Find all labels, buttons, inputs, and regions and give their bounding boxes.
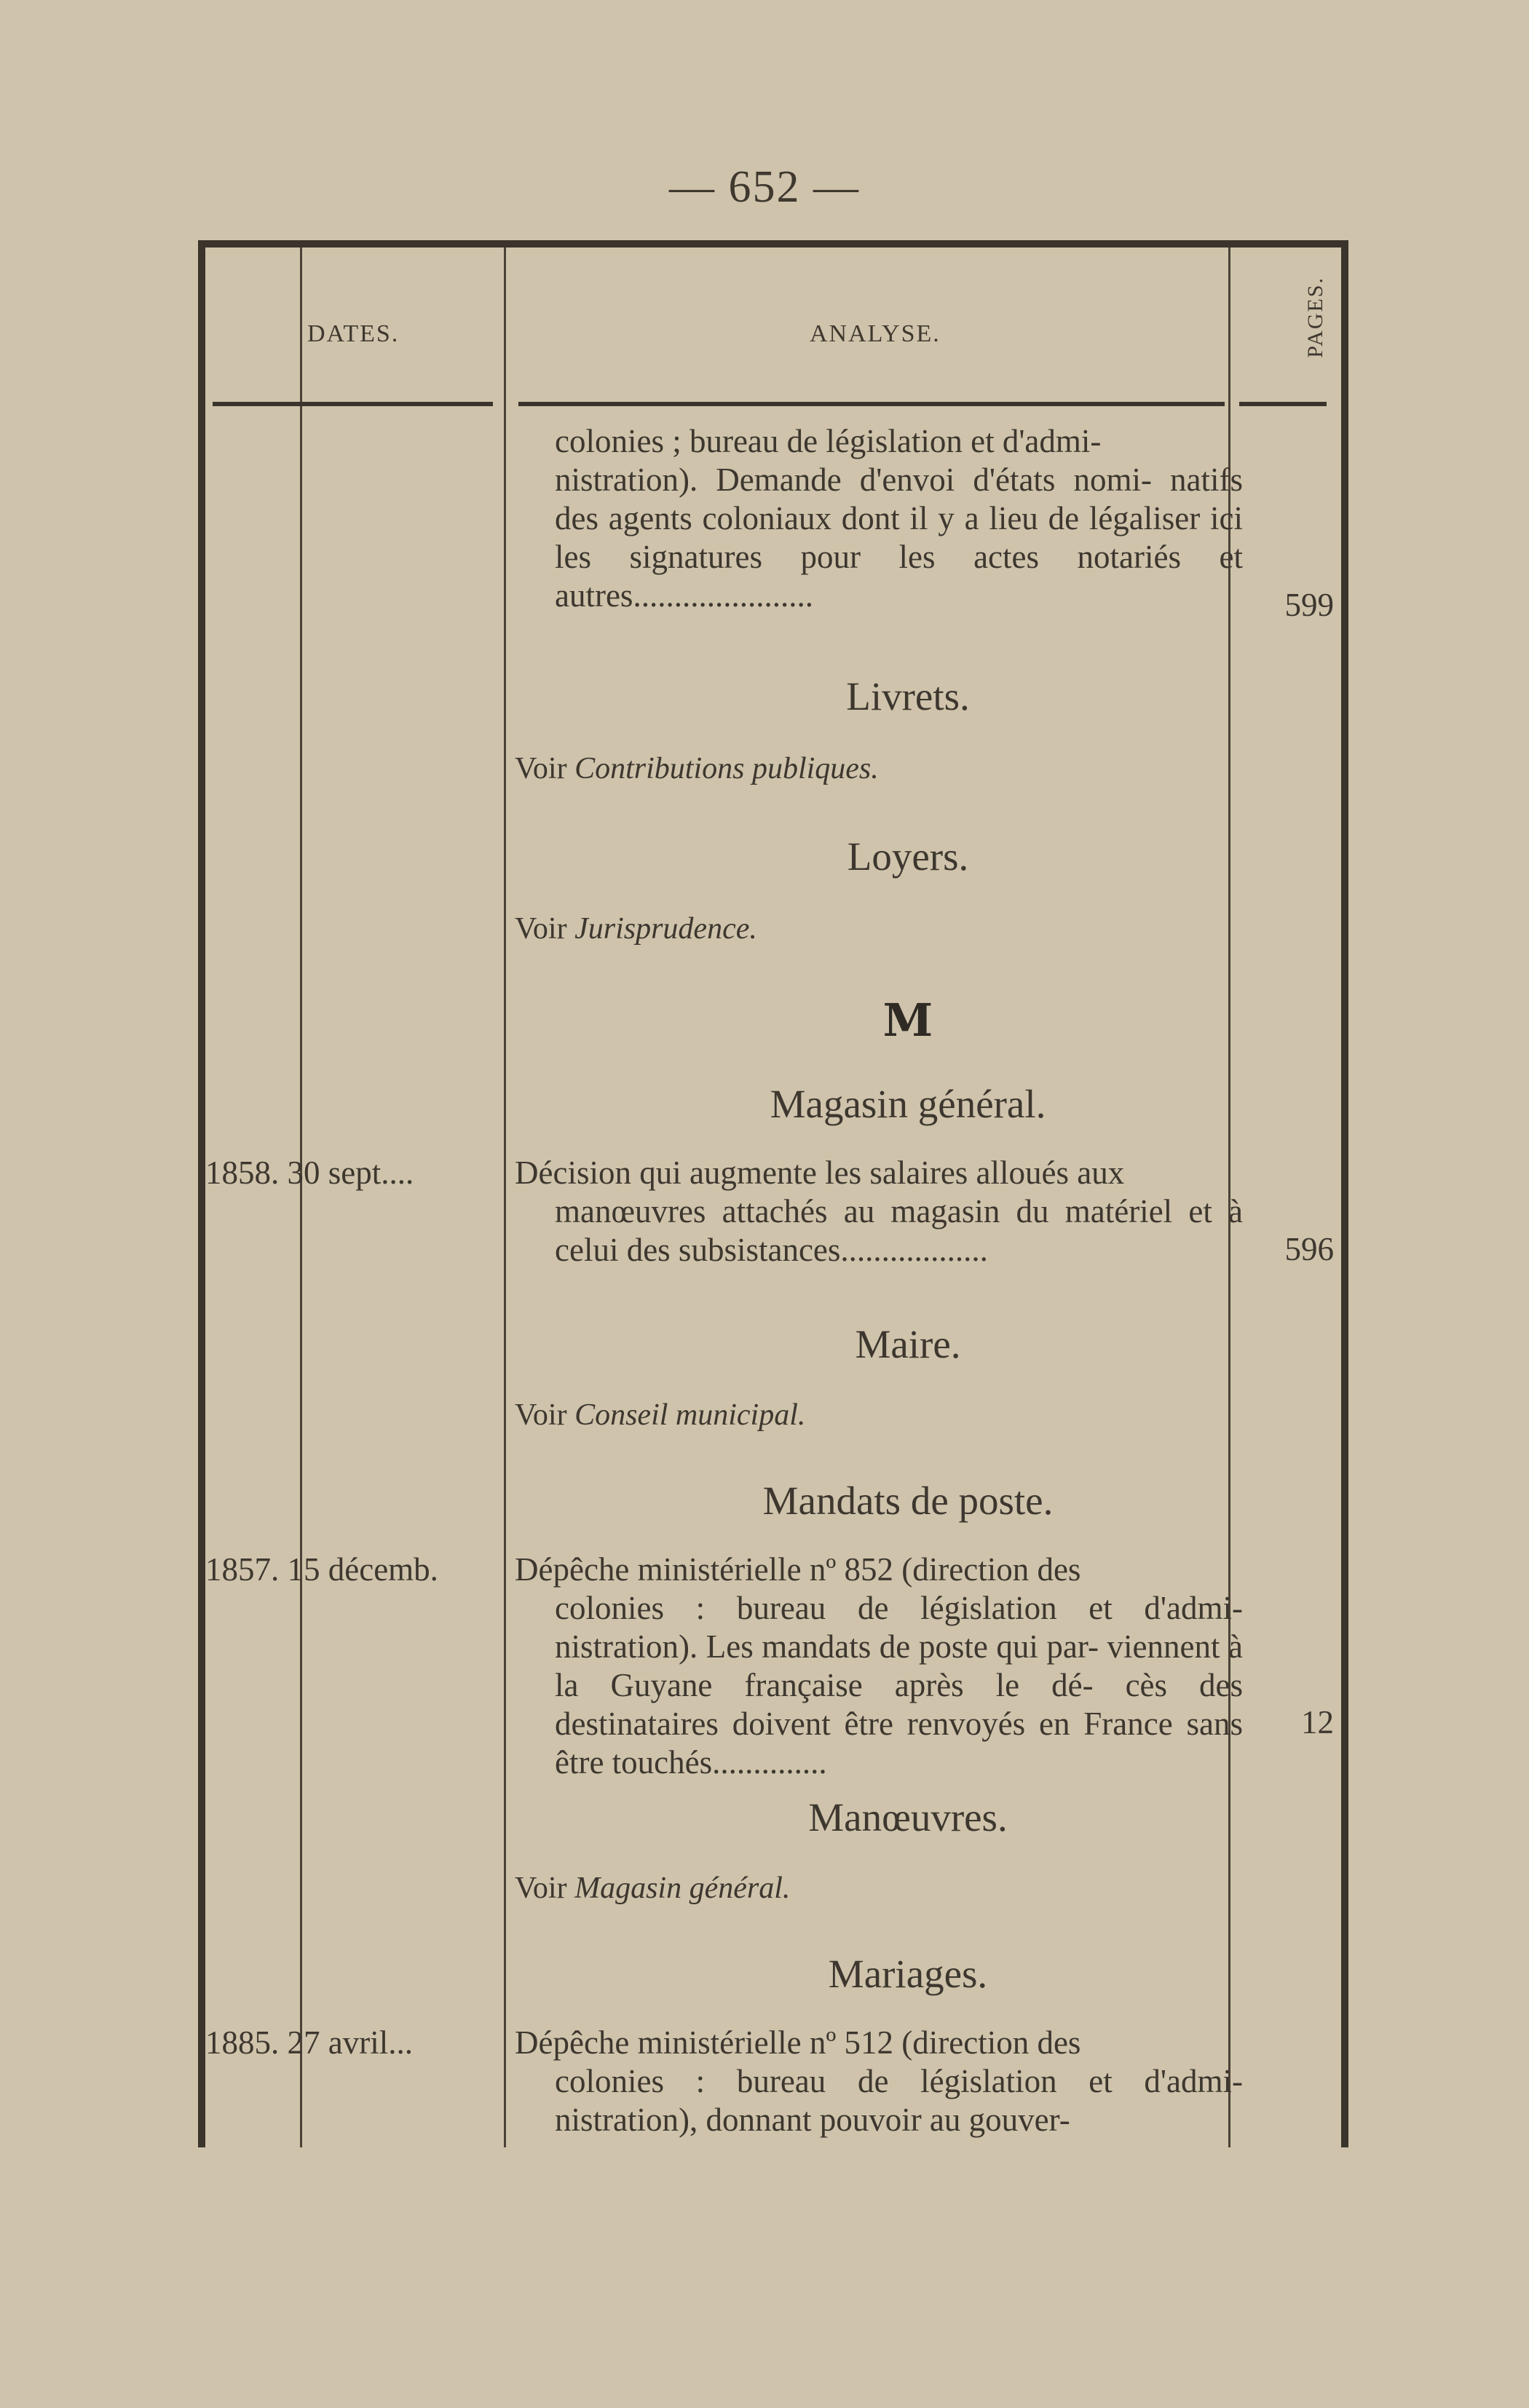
- heading-mariages: Mariages.: [828, 1952, 988, 1996]
- header-rule-right: [1239, 402, 1327, 406]
- reference-target: Magasin général.: [574, 1872, 791, 1905]
- heading-manoeuvres: Manœuvres.: [808, 1795, 1008, 1839]
- section-letter: M: [882, 994, 933, 1047]
- see-reference: [515, 1871, 790, 1906]
- entry-date: 1885. 27 avril...: [205, 2024, 413, 2061]
- analyse-header: ANALYSE.: [810, 320, 941, 347]
- heading-mandats: Mandats de poste.: [762, 1478, 1054, 1523]
- heading-magasin: Magasin général.: [770, 1082, 1046, 1126]
- page-number: — 652 —: [669, 162, 860, 212]
- analyse-column-divider: [504, 247, 506, 2147]
- entry-date: 1858. 30 sept....: [205, 1155, 414, 1191]
- heading-maire: Maire.: [855, 1322, 961, 1366]
- voir-label: Voir: [515, 752, 567, 785]
- entry-line: Décision qui augmente les salaires alloués aux: [515, 1155, 1125, 1191]
- entry-line: Dépêche ministérielle nº 852 (direction des: [515, 1551, 1081, 1588]
- entry-text: [515, 1550, 1243, 1782]
- entry-page: 599: [1284, 587, 1334, 623]
- entry-page: 596: [1284, 1231, 1334, 1267]
- entry-line: Dépêche ministérielle nº 512 (direction des: [515, 2024, 1081, 2061]
- reference-target: Conseil municipal.: [574, 1398, 806, 1432]
- reference-target: Jurisprudence.: [574, 912, 757, 946]
- pages-header: PAGES.: [1303, 277, 1327, 358]
- voir-label: Voir: [515, 1872, 567, 1905]
- voir-label: Voir: [515, 1398, 567, 1432]
- see-reference: [515, 751, 879, 786]
- entry-text: [515, 2024, 1243, 2139]
- entry-text: [515, 1154, 1243, 1270]
- entry-date: 1857. 15 décemb.: [205, 1551, 438, 1588]
- entry-line: colonies ; bureau de législation et d'admi-: [555, 423, 1102, 459]
- entry-line: colonies : bureau de législation et d'admi- nistration), donnant pouvoir au gouver-: [555, 2063, 1243, 2138]
- dates-column-divider: [300, 247, 302, 2147]
- header-rule-left: [213, 402, 493, 406]
- register-table: [198, 240, 1348, 2147]
- entry-text: [515, 422, 1243, 615]
- entry-line: nistration). Demande d'envoi d'états nomi- natifs des agents coloniaux dont il y a lieu de légaliser ici les signatures pour les actes notariés et autres......................: [555, 462, 1243, 614]
- voir-label: Voir: [515, 912, 567, 946]
- heading-livrets: Livrets.: [846, 674, 970, 718]
- entry-line: colonies : bureau de législation et d'admi- nistration). Les mandats de poste qui par- viennent à la Guyane française après le dé- cès des destinataires doivent être renvoyés en France sans être touchés..............: [555, 1590, 1243, 1781]
- header-rule-center: [518, 402, 1225, 406]
- reference-target: Contributions publiques.: [574, 752, 879, 785]
- see-reference: [515, 1398, 805, 1433]
- dates-header: DATES.: [307, 320, 400, 347]
- table-header: [205, 247, 1341, 408]
- entry-page: 12: [1301, 1704, 1334, 1740]
- heading-loyers: Loyers.: [847, 834, 969, 879]
- entry-line: manœuvres attachés au magasin du matériel et à celui des subsistances..................: [555, 1193, 1243, 1268]
- see-reference: [515, 911, 757, 946]
